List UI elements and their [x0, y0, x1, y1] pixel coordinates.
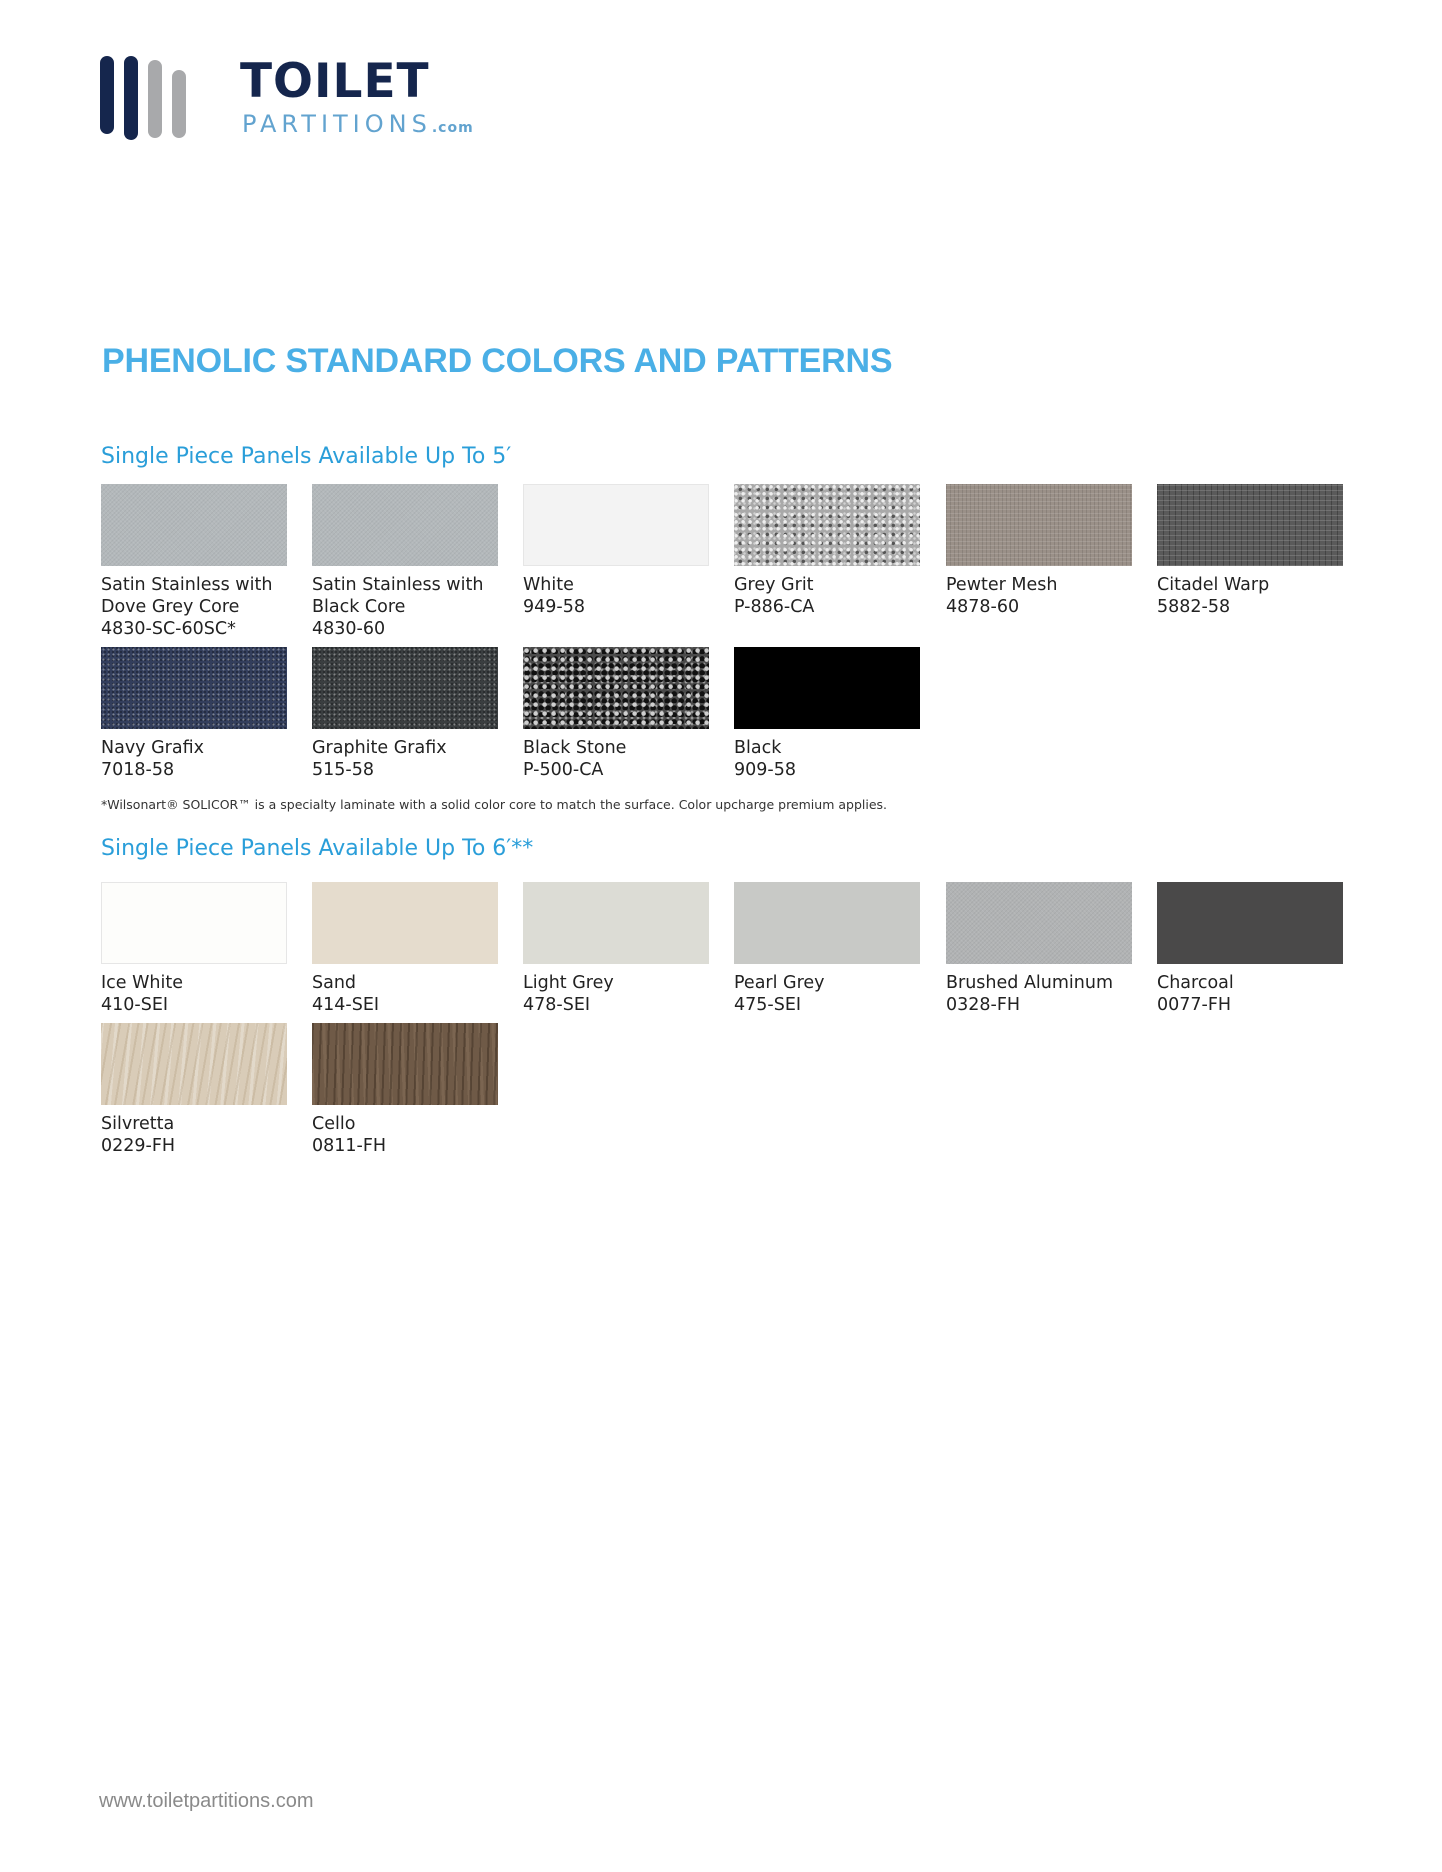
logo-wordmark-partitions: PARTITIONS	[242, 110, 432, 138]
swatch-label	[101, 737, 287, 781]
swatch-code: 475-SEI	[734, 995, 802, 1015]
swatch-label	[1157, 574, 1343, 618]
swatch-label	[946, 574, 1132, 618]
footer-url: www.toiletpartitions.com	[99, 1790, 314, 1812]
swatch-label	[1157, 972, 1343, 1016]
color-chip	[946, 882, 1132, 964]
color-chip	[1157, 484, 1343, 566]
swatch-black-stone	[523, 647, 709, 781]
swatch-pewter-mesh	[946, 484, 1132, 618]
swatch-cello	[312, 1023, 498, 1157]
swatch-name: Satin Stainless with	[312, 575, 484, 595]
swatch-code: 0811-FH	[312, 1136, 387, 1156]
swatch-name: Light Grey	[523, 973, 614, 993]
swatch-silvretta	[101, 1023, 287, 1157]
swatch-code: 5882-58	[1157, 597, 1231, 617]
logo-bar	[100, 56, 114, 134]
color-chip	[312, 1023, 498, 1105]
swatch-brushed-aluminum	[946, 882, 1132, 1016]
swatch-code: P-886-CA	[734, 597, 815, 617]
color-chip	[946, 484, 1132, 566]
swatch-name: Citadel Warp	[1157, 575, 1270, 595]
swatch-name: Sand	[312, 973, 357, 993]
logo-wordmark-bottom	[242, 110, 474, 142]
swatch-name: Black	[734, 738, 782, 758]
swatch-label	[312, 1113, 498, 1157]
swatch-code: 4830-60	[312, 619, 386, 639]
swatch-label	[734, 574, 920, 618]
swatch-name: Pearl Grey	[734, 973, 825, 993]
color-chip	[312, 882, 498, 964]
swatch-ice-white	[101, 882, 287, 1016]
swatch-grey-grit	[734, 484, 920, 618]
swatch-name: Black Stone	[523, 738, 627, 758]
logo-bar	[124, 56, 138, 140]
swatch-name: Cello	[312, 1114, 356, 1134]
swatch-name: Satin Stainless with	[101, 575, 273, 595]
swatch-label	[101, 972, 287, 1016]
swatch-satin-stainless-with	[101, 484, 287, 640]
swatch-name: Navy Grafix	[101, 738, 204, 758]
logo-bars-icon	[100, 54, 190, 140]
swatch-name: White	[523, 575, 574, 595]
swatch-name: Pewter Mesh	[946, 575, 1058, 595]
swatch-code: 414-SEI	[312, 995, 380, 1015]
swatch-code: 4830-SC-60SC*	[101, 619, 236, 639]
swatch-label	[523, 574, 709, 618]
swatch-label	[523, 737, 709, 781]
swatch-code: 909-58	[734, 760, 796, 780]
color-chip	[101, 882, 287, 964]
logo-wordmark-tld: .com	[431, 120, 474, 136]
logo-bar	[148, 60, 162, 138]
swatch-code: 0077-FH	[1157, 995, 1232, 1015]
swatch-name: Black Core	[312, 597, 406, 617]
logo-wordmark-top: TOILET	[240, 54, 430, 109]
swatch-satin-stainless-with	[312, 484, 498, 640]
swatch-code: 410-SEI	[101, 995, 169, 1015]
color-chip	[101, 484, 287, 566]
swatch-charcoal	[1157, 882, 1343, 1016]
swatch-label	[946, 972, 1132, 1016]
color-chip	[734, 647, 920, 729]
swatch-label	[312, 972, 498, 1016]
section-heading-5ft: Single Piece Panels Available Up To 5′	[101, 444, 512, 469]
footnote: *Wilsonart® SOLICOR™ is a specialty laminate with a solid color core to match the surface. Color upcharge premium applies.	[101, 797, 887, 812]
swatch-label	[312, 737, 498, 781]
color-chip	[734, 484, 920, 566]
color-chip	[523, 882, 709, 964]
color-chip	[734, 882, 920, 964]
swatch-name: Graphite Grafix	[312, 738, 447, 758]
logo-bar	[172, 70, 186, 138]
swatch-black	[734, 647, 920, 781]
color-chip	[312, 484, 498, 566]
swatch-graphite-grafix	[312, 647, 498, 781]
section-heading-6ft: Single Piece Panels Available Up To 6′**	[101, 836, 534, 861]
swatch-label	[523, 972, 709, 1016]
swatch-code: 949-58	[523, 597, 585, 617]
swatch-label	[101, 574, 287, 640]
swatch-label	[734, 972, 920, 1016]
swatch-name: Ice White	[101, 973, 183, 993]
swatch-label	[734, 737, 920, 781]
color-chip	[523, 647, 709, 729]
page-title: PHENOLIC STANDARD COLORS AND PATTERNS	[102, 342, 893, 380]
swatch-citadel-warp	[1157, 484, 1343, 618]
color-chip	[101, 647, 287, 729]
swatch-name: Silvretta	[101, 1114, 175, 1134]
swatch-navy-grafix	[101, 647, 287, 781]
swatch-white	[523, 484, 709, 618]
swatch-code: 0229-FH	[101, 1136, 176, 1156]
color-chip	[523, 484, 709, 566]
swatch-name: Grey Grit	[734, 575, 814, 595]
swatch-code: P-500-CA	[523, 760, 604, 780]
swatch-name: Charcoal	[1157, 973, 1234, 993]
swatch-code: 4878-60	[946, 597, 1020, 617]
swatch-label	[101, 1113, 287, 1157]
swatch-code: 478-SEI	[523, 995, 591, 1015]
swatch-pearl-grey	[734, 882, 920, 1016]
swatch-code: 0328-FH	[946, 995, 1021, 1015]
swatch-name: Brushed Aluminum	[946, 973, 1114, 993]
color-chip	[101, 1023, 287, 1105]
color-chip	[312, 647, 498, 729]
swatch-light-grey	[523, 882, 709, 1016]
color-chip	[1157, 882, 1343, 964]
toilet-partitions-logo	[100, 54, 480, 140]
swatch-code: 515-58	[312, 760, 374, 780]
swatch-sand	[312, 882, 498, 1016]
swatch-label	[312, 574, 498, 640]
swatch-name: Dove Grey Core	[101, 597, 240, 617]
swatch-code: 7018-58	[101, 760, 175, 780]
